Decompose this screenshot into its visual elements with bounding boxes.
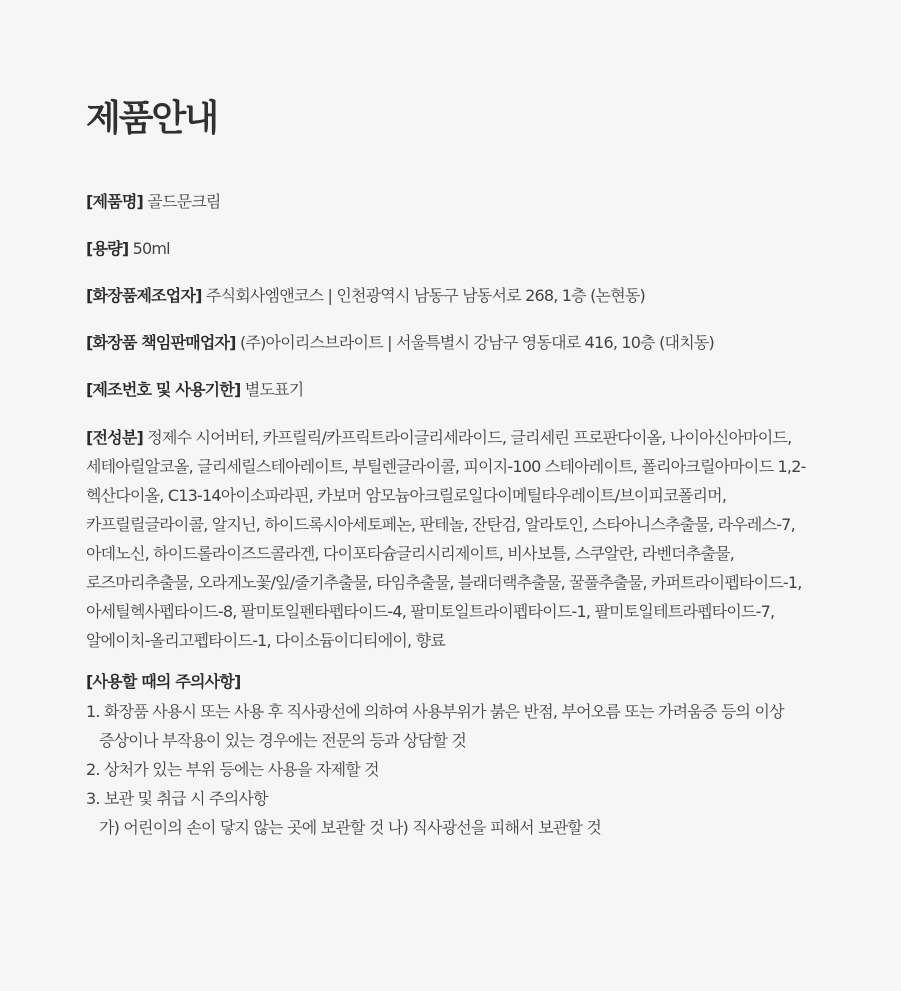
info-value: 골드문크림 (147, 192, 221, 211)
info-label: [용량] (86, 239, 129, 258)
info-value: (주)아이리스브라이트 | 서울특별시 강남구 영동대로 416, 10층 (대치동) (240, 333, 714, 352)
info-value: 주식회사엠앤코스 | 인천광역시 남동구 남동서로 268, 1층 (논현동) (205, 286, 645, 305)
info-label: [제조번호 및 사용기한] (86, 380, 241, 399)
product-info-list (86, 190, 815, 655)
info-row-product-name (86, 190, 815, 214)
info-row-manufacturer (86, 284, 815, 308)
caution-item-1-continued: 증상이나 부작용이 있는 경우에는 전문의 등과 상담할 것 (99, 731, 467, 750)
caution-heading: [사용할 때의 주의사항] (86, 672, 241, 691)
info-row-distributor (86, 331, 815, 355)
caution-item-1: 1. 화장품 사용시 또는 사용 후 직사광선에 의하여 사용부위가 붉은 반점, 부어오름 또는 가려움증 등의 이상 (86, 702, 784, 721)
page-title: 제품안내 (86, 98, 218, 139)
info-label: [화장품 책임판매업자] (86, 333, 236, 352)
info-value: 50ml (132, 239, 170, 258)
info-label: [화장품제조업자] (86, 286, 202, 305)
info-row-lot-expiry (86, 378, 815, 402)
info-row-volume (86, 237, 815, 261)
caution-item-3: 3. 보관 및 취급 시 주의사항 (86, 789, 268, 808)
info-label: [제품명] (86, 192, 143, 211)
caution-item-2: 2. 상처가 있는 부위 등에는 사용을 자제할 것 (86, 760, 379, 779)
usage-caution-section (86, 667, 815, 842)
ingredients-paragraph (86, 423, 818, 655)
ingredients-label: [전성분] (86, 428, 143, 447)
caution-item-3-sub: 가) 어린이의 손이 닿지 않는 곳에 보관할 것 나) 직사광선을 피해서 보관할 것 (99, 818, 601, 837)
ingredients-list: 정제수 시어버터, 카프릴릭/카프릭트라이글리세라이드, 글리세린 프로판다이올, 나이아신아마이드, 세테아릴알코올, 글리세릴스테아레이트, 부틸렌글라이콜, 피이지-100 스테아레이트, 폴리아크릴아마이드 1,2-헥산다이올, C13-14아이소파라핀, 카보머 암모늄아크릴로일다이메틸타우레이트/브이피코폴리머, 카프릴릴글라이콜, 알지닌, 하이드록시아세토페논, 판테놀, 잔탄검, 알라토인, 스타아니스추출물, 라우레스-7, 아데노신, 하이드롤라이즈드콜라겐, 다이포타슘글리시리제이트, 비사보틀, 스쿠알란, 라벤더추출물, 로즈마리추출물, 오라게노꽃/잎/줄기추출물, 타임추출물, 블래더랙추출물, 꿀풀추출물, 카퍼트라이펩타이드-1, 아세틸헥사펩타이드-8, 팔미토일펜타펩타이드-4, 팔미토일트라이펩타이드-1, 팔미토일테트라펩타이드-7, 알에이치-올리고펩타이드-1, 다이소듐이디티에이, 향료 (86, 428, 806, 650)
info-value: 별도표기 (244, 380, 304, 399)
